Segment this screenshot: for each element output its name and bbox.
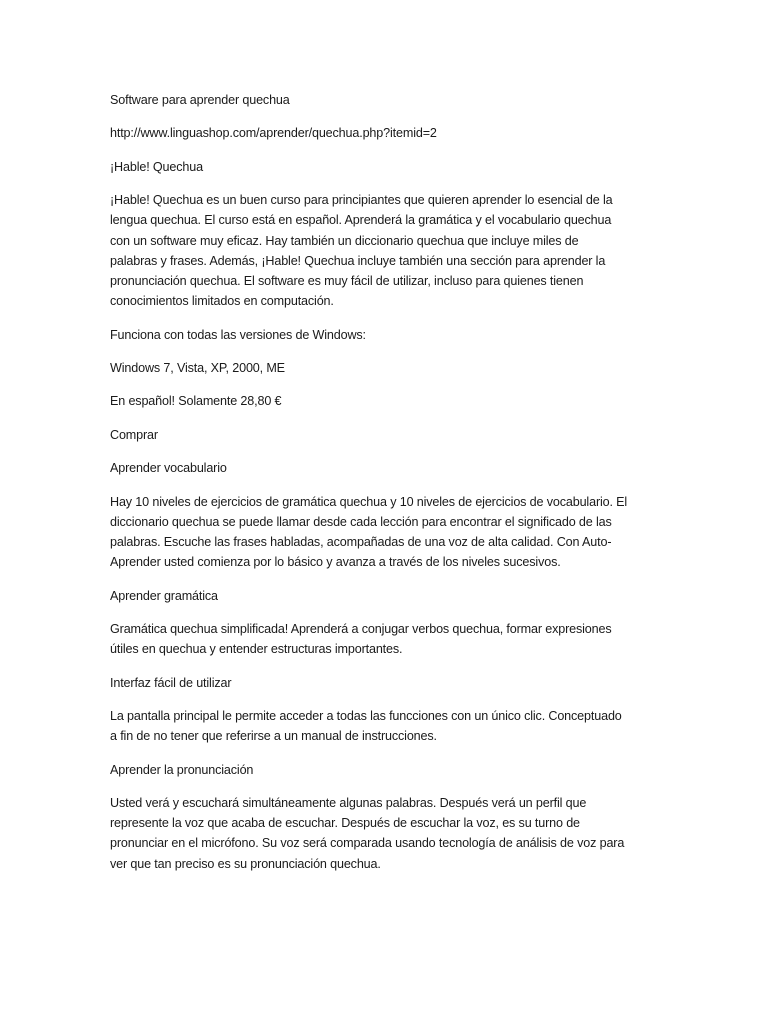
section-heading-vocabulary: Aprender vocabulario — [110, 461, 227, 476]
intro-line: con un software muy eficaz. Hay también un diccionario quechua que incluye miles de — [110, 233, 579, 248]
paragraph-line: palabras. Escuche las frases habladas, acompañadas de una voz de alta calidad. Con Auto- — [110, 534, 612, 549]
intro-line: pronunciación quechua. El software es muy fácil de utilizar, incluso para quienes tienen — [110, 273, 584, 288]
document-title: Software para aprender quechua — [110, 93, 290, 107]
paragraph-line: Usted verá y escuchará simultáneamente algunas palabras. Después verá un perfil que — [110, 795, 587, 810]
section-heading-pronunciation: Aprender la pronunciación — [110, 762, 254, 777]
paragraph-line: a fin de no tener que referirse a un manual de instrucciones. — [110, 729, 437, 744]
intro-paragraph — [110, 190, 658, 311]
paragraph-line: ver que tan preciso es su pronunciación quechua. — [110, 856, 381, 871]
section-paragraph-pronunciation — [110, 793, 658, 874]
paragraph-line: Gramática quechua simplificada! Aprenderá a conjugar verbos quechua, formar expresiones — [110, 621, 612, 636]
section-heading-interface: Interfaz fácil de utilizar — [110, 675, 232, 690]
paragraph-line: represente la voz que acaba de escuchar. Después de escuchar la voz, es su turno de — [110, 816, 580, 831]
product-name: ¡Hable! Quechua — [110, 159, 203, 174]
paragraph-line: Hay 10 niveles de ejercicios de gramática quechua y 10 niveles de ejercicios de vocabulario. El — [110, 494, 628, 509]
intro-line: palabras y frases. Además, ¡Hable! Quechua incluye también una sección para aprender la — [110, 253, 606, 268]
compat-versions: Windows 7, Vista, XP, 2000, ME — [110, 360, 285, 375]
intro-line: lengua quechua. El curso está en español. Aprenderá la gramática y el vocabulario quechua — [110, 213, 612, 228]
product-url: http://www.linguashop.com/aprender/quechua.php?itemid=2 — [110, 126, 437, 141]
paragraph-line: Aprender usted comienza por lo básico y avanza a través de los niveles sucesivos. — [110, 555, 561, 570]
intro-line: ¡Hable! Quechua es un buen curso para principiantes que quieren aprender lo esencial de la — [110, 193, 613, 208]
paragraph-line: pronunciar en el micrófono. Su voz será comparada usando tecnología de análisis de voz para — [110, 836, 625, 851]
section-paragraph-vocabulary — [110, 492, 658, 573]
document-body — [110, 90, 658, 887]
buy-label: Comprar — [110, 427, 158, 442]
price-line: En español! Solamente 28,80 € — [110, 394, 282, 409]
paragraph-line: diccionario quechua se puede llamar desde cada lección para encontrar el significado de las — [110, 514, 612, 529]
section-heading-grammar: Aprender gramática — [110, 588, 218, 603]
intro-line: conocimientos limitados en computación. — [110, 294, 334, 309]
section-paragraph-interface — [110, 706, 658, 746]
section-paragraph-grammar — [110, 619, 658, 659]
compat-heading: Funciona con todas las versiones de Windows: — [110, 327, 366, 342]
paragraph-line: La pantalla principal le permite acceder a todas las funcciones con un único clic. Conceptuado — [110, 708, 622, 723]
paragraph-line: útiles en quechua y entender estructuras importantes. — [110, 642, 403, 657]
